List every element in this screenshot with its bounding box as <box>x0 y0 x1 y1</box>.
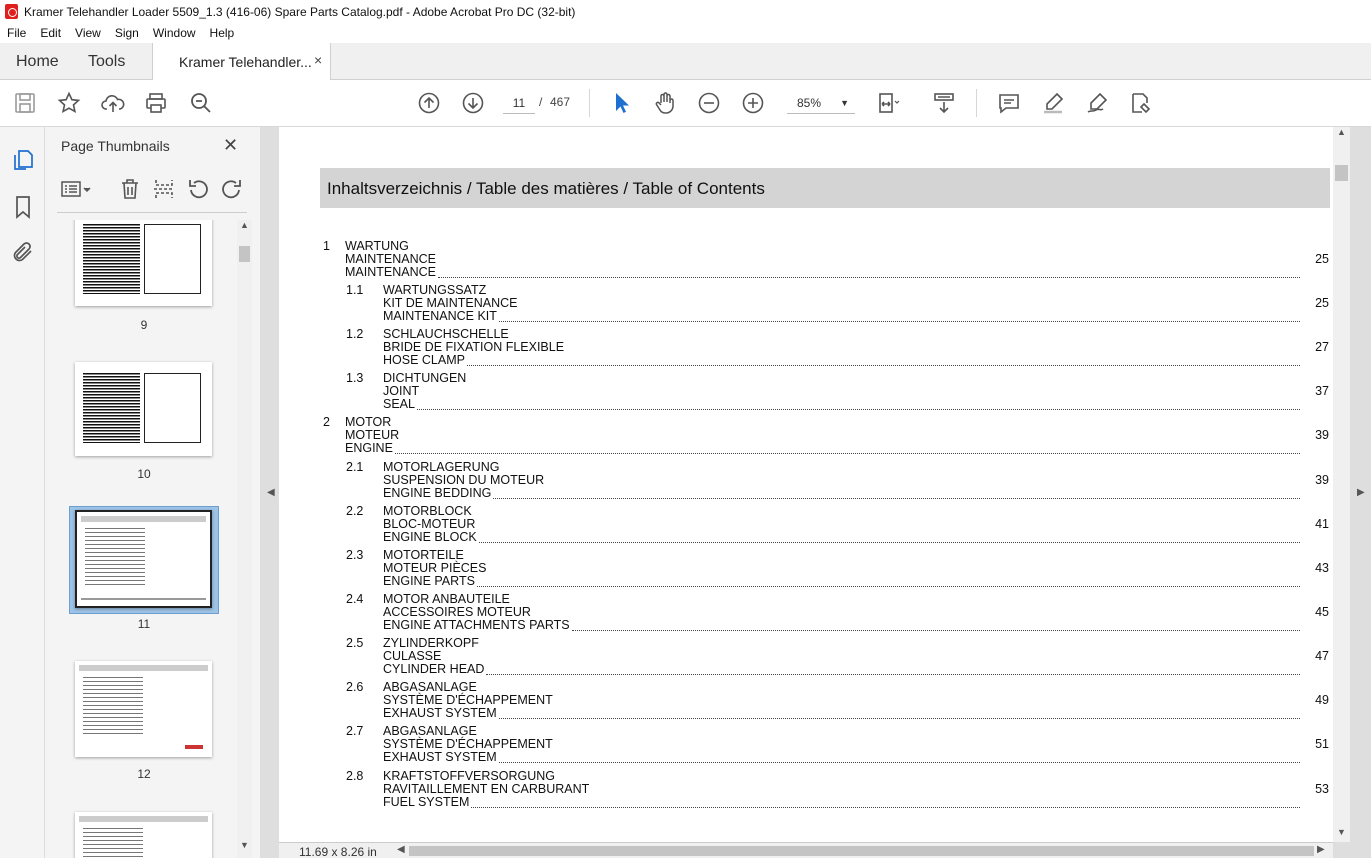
thumbnail-content <box>144 373 201 443</box>
document-area <box>261 127 1371 858</box>
sign-icon[interactable] <box>1085 91 1109 115</box>
page-separator: / <box>539 95 543 109</box>
toc-entry[interactable] <box>279 505 1333 545</box>
page-number-input[interactable]: 11 <box>503 92 535 114</box>
toc-leader-dots <box>417 409 1300 410</box>
toc-entry-title: FUEL SYSTEM <box>383 795 470 809</box>
toc-entry-number: 1.1 <box>346 283 364 297</box>
thumbnail-content <box>83 828 143 858</box>
toc-entry-title: KRAFTSTOFFVERSORGUNG <box>383 769 556 783</box>
toc-leader-dots <box>499 321 1300 322</box>
scroll-left-icon[interactable]: ◀ <box>397 844 405 855</box>
toc-entry-title: ENGINE PARTS <box>383 574 475 588</box>
thumbnail-content <box>83 677 143 737</box>
print-icon[interactable] <box>144 91 168 115</box>
menu-edit[interactable]: Edit <box>40 26 62 40</box>
zoom-select[interactable] <box>787 92 855 114</box>
toc-entry-number: 2.1 <box>346 460 364 474</box>
toc-entry-title: EXHAUST SYSTEM <box>383 706 497 720</box>
upload-icon[interactable] <box>101 91 125 115</box>
scroll-right-icon[interactable]: ▶ <box>1317 844 1325 855</box>
toolbar-divider <box>976 89 977 117</box>
thumbnail-content <box>79 665 208 671</box>
toc-leader-dots <box>395 453 1300 454</box>
toc-entry-number: 2 <box>323 415 330 429</box>
tab-document-label: Kramer Telehandler... <box>179 54 312 70</box>
menu-bar <box>0 23 1371 43</box>
collapse-left-panel-icon[interactable]: ◀ <box>267 487 275 498</box>
thumbnail-page-number: 10 <box>137 467 151 481</box>
thumbnail-toolbar <box>57 173 247 213</box>
toc-entry-title: HOSE CLAMP <box>383 353 465 367</box>
toc-entry-page: 53 <box>1315 782 1329 796</box>
toc-entry-number: 2.4 <box>346 592 364 606</box>
bookmark-icon[interactable] <box>11 195 35 219</box>
page-total: 467 <box>550 95 571 109</box>
thumbnail-content <box>144 224 201 294</box>
toc-entry-title: MOTOR ANBAUTEILE <box>383 592 510 606</box>
toc-entry-page: 27 <box>1315 340 1329 354</box>
page-thumbnail[interactable] <box>75 661 212 757</box>
scroll-mode-icon[interactable] <box>932 91 956 115</box>
thumbnail-list <box>45 220 237 858</box>
document-scrollbar[interactable] <box>1333 127 1350 842</box>
toc-entry-title: ENGINE BLOCK <box>383 530 477 544</box>
toc-entry-title: ENGINE <box>345 441 393 455</box>
toc-entry-title: MOTOR <box>345 415 392 429</box>
page-thumbnail[interactable] <box>75 362 212 456</box>
star-icon[interactable] <box>57 91 81 115</box>
toc-entry-page: 25 <box>1315 252 1329 266</box>
toc-entry-title: SUSPENSION DU MOTEUR <box>383 473 545 487</box>
thumbnail-content <box>185 745 203 749</box>
fit-page-icon[interactable] <box>876 91 900 115</box>
toc-entry-number: 1.2 <box>346 327 364 341</box>
toc-entry-title: ENGINE ATTACHMENTS PARTS <box>383 618 570 632</box>
panel-title: Page Thumbnails <box>61 138 170 154</box>
zoom-search-icon[interactable] <box>189 91 213 115</box>
toolbar-divider <box>589 89 590 117</box>
scrollbar-thumb[interactable] <box>239 246 250 262</box>
toc-entry-page: 39 <box>1315 428 1329 442</box>
page-thumbnails-icon[interactable] <box>11 148 35 172</box>
window-title: Kramer Telehandler Loader 5509_1.3 (416-06) Spare Parts Catalog.pdf - Adobe Acrobat Pro DC (32-bit) <box>24 4 576 19</box>
toc-entry-number: 2.3 <box>346 548 364 562</box>
menu-window[interactable]: Window <box>152 26 196 40</box>
menu-file[interactable]: File <box>7 26 27 40</box>
toc-leader-dots <box>471 807 1300 808</box>
toc-entry-title: MOTEUR PIÈCES <box>383 561 487 575</box>
toc-entry-title: EXHAUST SYSTEM <box>383 750 497 764</box>
toc-leader-dots <box>572 630 1300 631</box>
thumbnail-content <box>83 373 140 443</box>
toc-header <box>320 168 1330 208</box>
page-up-icon[interactable] <box>417 91 441 115</box>
toc-entry-title: CULASSE <box>383 649 442 663</box>
toc-entry-title: MAINTENANCE KIT <box>383 309 497 323</box>
toc-entry-title: SYSTÈME D'ÉCHAPPEMENT <box>383 693 553 707</box>
thumbnail-page-number: 12 <box>137 767 151 781</box>
toc-entry-page: 43 <box>1315 561 1329 575</box>
toc-entry-title: ZYLINDERKOPF <box>383 636 479 650</box>
toc-entry-page: 25 <box>1315 296 1329 310</box>
toc-entry-number: 2.5 <box>346 636 364 650</box>
toc-entry-title: CYLINDER HEAD <box>383 662 485 676</box>
thumbnail-scrollbar[interactable] <box>237 220 252 858</box>
thumbnail-content <box>81 516 206 522</box>
scrollbar-thumb[interactable] <box>1335 165 1348 181</box>
toc-entry[interactable] <box>279 284 1333 324</box>
toc-entry-number: 2.8 <box>346 769 364 783</box>
close-tab-icon[interactable]: × <box>314 52 323 68</box>
delete-icon[interactable] <box>118 177 142 201</box>
toc-entry-title: DICHTUNGEN <box>383 371 467 385</box>
thumbnail-content <box>85 528 145 588</box>
tab-tools[interactable]: Tools <box>88 53 126 70</box>
thumbnail-content <box>79 816 208 822</box>
toc-entry[interactable] <box>279 372 1333 412</box>
menu-view[interactable]: View <box>75 26 101 40</box>
toc-entry-title: ACCESSOIRES MOTEUR <box>383 605 531 619</box>
toc-entry-title: BLOC-MOTEUR <box>383 517 476 531</box>
toc-leader-dots <box>486 674 1300 675</box>
toc-entry-title: SCHLAUCHSCHELLE <box>383 327 509 341</box>
chevron-down-icon: ▼ <box>840 98 849 108</box>
toc-entry-number: 2.6 <box>346 680 364 694</box>
rotate-right-icon[interactable] <box>220 177 244 201</box>
thumbnail-content <box>83 224 140 294</box>
toc-entry-page: 49 <box>1315 693 1329 707</box>
toc-leader-dots <box>479 542 1300 543</box>
toc-entry[interactable] <box>279 461 1333 501</box>
zoom-in-icon[interactable] <box>741 91 765 115</box>
page-thumbnail[interactable] <box>75 812 212 858</box>
expand-right-panel-icon[interactable]: ▶ <box>1357 487 1365 498</box>
acrobat-logo-icon <box>5 4 18 19</box>
scroll-up-icon[interactable]: ▲ <box>240 220 249 230</box>
zoom-out-icon[interactable] <box>697 91 721 115</box>
menu-sign[interactable]: Sign <box>114 26 139 40</box>
toc-entry-number: 2.2 <box>346 504 364 518</box>
toc-entry[interactable] <box>279 416 1333 456</box>
rotate-left-icon[interactable] <box>186 177 210 201</box>
left-rail <box>0 127 45 858</box>
toc-entry-page: 47 <box>1315 649 1329 663</box>
toc-entry-title: MAINTENANCE <box>345 265 436 279</box>
toc-entry[interactable] <box>279 593 1333 633</box>
save-icon[interactable] <box>13 91 37 115</box>
toc-entry-title: WARTUNGSSATZ <box>383 283 487 297</box>
toc-entry[interactable] <box>279 328 1333 368</box>
toc-leader-dots <box>477 586 1300 587</box>
toc-entry-title: SYSTÈME D'ÉCHAPPEMENT <box>383 737 553 751</box>
scroll-down-icon[interactable]: ▼ <box>1337 827 1346 837</box>
toc-entry-title: ABGASANLAGE <box>383 680 477 694</box>
toc-entry-page: 37 <box>1315 384 1329 398</box>
export-icon[interactable] <box>1128 91 1152 115</box>
toc-entry-title: ENGINE BEDDING <box>383 486 492 500</box>
toc-entry-title: MOTORLAGERUNG <box>383 460 500 474</box>
select-arrow-icon[interactable] <box>609 91 633 115</box>
thumbnail-page-number: 11 <box>137 617 151 631</box>
thumbnails-panel <box>45 127 261 858</box>
page-size-label: 11.69 x 8.26 in <box>299 845 377 858</box>
page-thumbnail-selected[interactable] <box>75 510 212 608</box>
menu-help[interactable]: Help <box>209 26 235 40</box>
toc-entry[interactable] <box>279 725 1333 765</box>
toc-entry[interactable] <box>279 637 1333 677</box>
tab-home[interactable]: Home <box>16 53 59 70</box>
tab-bar <box>0 43 1371 80</box>
toc-entry-page: 39 <box>1315 473 1329 487</box>
toc-entry-title: BRIDE DE FIXATION FLEXIBLE <box>383 340 565 354</box>
options-menu-icon[interactable] <box>60 177 94 201</box>
extract-pages-icon[interactable] <box>152 177 176 201</box>
toc-leader-dots <box>499 762 1300 763</box>
pdf-page <box>279 127 1333 842</box>
toc-entry-title: JOINT <box>383 384 420 398</box>
toc-leader-dots <box>438 277 1300 278</box>
scroll-down-icon[interactable]: ▼ <box>240 840 249 850</box>
toc-entry-title: KIT DE MAINTENANCE <box>383 296 518 310</box>
toc-entry-title: RAVITAILLEMENT EN CARBURANT <box>383 782 590 796</box>
toc-leader-dots <box>467 365 1300 366</box>
toc-entry-page: 45 <box>1315 605 1329 619</box>
toc-entry-number: 1 <box>323 239 330 253</box>
horizontal-scrollbar-thumb[interactable] <box>409 846 1314 856</box>
toc-entry[interactable] <box>279 549 1333 589</box>
main-toolbar <box>0 80 1371 127</box>
toc-header-text: Inhaltsverzeichnis / Table des matières / Table of Contents <box>327 179 765 198</box>
title-bar <box>0 0 1371 23</box>
highlight-icon[interactable] <box>1041 91 1065 115</box>
toc-leader-dots <box>499 718 1300 719</box>
toc-entry-page: 41 <box>1315 517 1329 531</box>
toc-entry[interactable] <box>279 681 1333 721</box>
toc-entry-title: MOTEUR <box>345 428 400 442</box>
comment-icon[interactable] <box>997 91 1021 115</box>
scroll-up-icon[interactable]: ▲ <box>1337 127 1346 137</box>
attachment-icon[interactable] <box>11 240 35 264</box>
toc-entry-number: 2.7 <box>346 724 364 738</box>
toc-entry-title: ABGASANLAGE <box>383 724 477 738</box>
toc-entry-title: MAINTENANCE <box>345 252 436 266</box>
toc-entry[interactable] <box>279 770 1333 810</box>
thumbnail-page-number: 9 <box>140 318 148 332</box>
page-down-icon[interactable] <box>461 91 485 115</box>
status-bar <box>279 842 1333 858</box>
toc-entry-title: SEAL <box>383 397 415 411</box>
toc-leader-dots <box>493 498 1300 499</box>
toc-entry-page: 51 <box>1315 737 1329 751</box>
toc-entry-number: 1.3 <box>346 371 364 385</box>
hand-icon[interactable] <box>653 91 677 115</box>
close-panel-icon[interactable]: ✕ <box>223 135 239 155</box>
thumbnail-content <box>81 598 206 600</box>
toc-entry[interactable] <box>279 240 1333 280</box>
page-thumbnail[interactable] <box>75 220 212 306</box>
toc-entry-title: MOTORTEILE <box>383 548 464 562</box>
tab-document[interactable] <box>152 43 331 80</box>
toc-entry-title: WARTUNG <box>345 239 409 253</box>
toc-entry-title: MOTORBLOCK <box>383 504 472 518</box>
zoom-value: 85% <box>797 96 822 110</box>
